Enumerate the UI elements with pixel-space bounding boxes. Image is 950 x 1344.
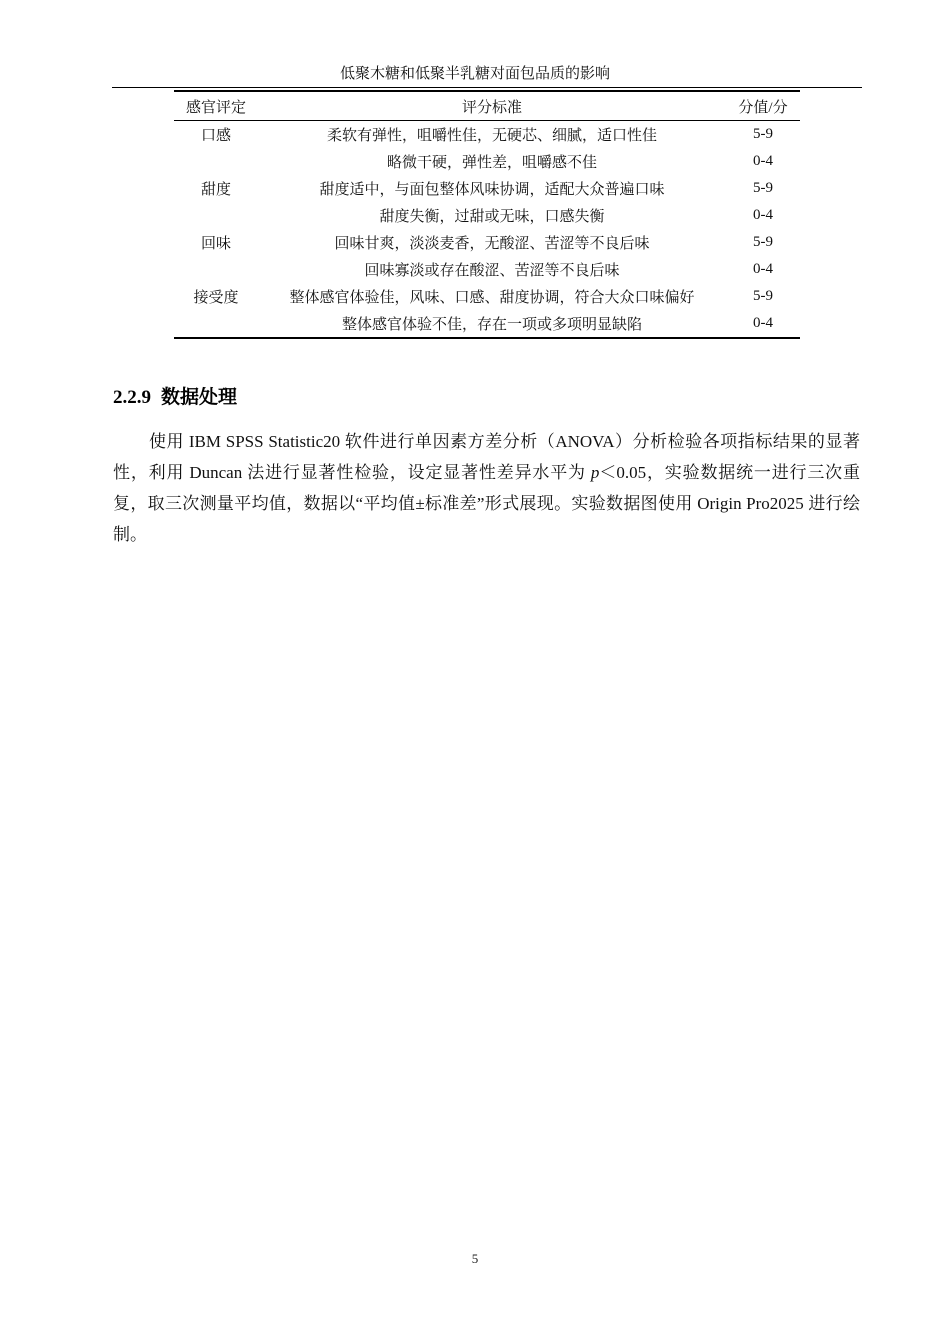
standard-cell: 整体感官体验不佳，存在一项或多项明显缺陷 — [341, 317, 642, 333]
section-heading — [113, 383, 237, 412]
score-cell: 5-9 — [753, 288, 773, 304]
column-header-score: 分值/分 — [738, 99, 788, 116]
score-cell: 0-4 — [753, 315, 773, 331]
aspect-cell: 甜度 — [200, 182, 231, 198]
p-value-symbol: p — [590, 463, 600, 482]
aspect-cell — [174, 256, 258, 283]
score-cell: 5-9 — [753, 234, 773, 250]
section-title: 数据处理 — [161, 386, 238, 408]
aspect-cell — [174, 148, 258, 175]
aspect-cell: 接受度 — [193, 290, 239, 306]
score-cell: 0-4 — [753, 207, 773, 223]
running-header: 低聚木糖和低聚半乳糖对面包品质的影响 — [339, 66, 610, 82]
standard-cell: 甜度适中，与面包整体风味协调，适配大众普遍口味 — [319, 182, 665, 198]
sensory-criteria-table — [174, 90, 800, 339]
table-row — [174, 148, 800, 175]
score-cell: 5-9 — [753, 126, 773, 142]
section-number: 2.2.9 — [113, 387, 151, 408]
standard-cell: 略微干硬，弹性差，咀嚼感不佳 — [386, 155, 597, 171]
page-number: 5 — [471, 1251, 479, 1266]
table-row — [174, 229, 800, 256]
standard-cell: 整体感官体验佳，风味、口感、甜度协调，符合大众口味偏好 — [289, 290, 695, 306]
table-row — [174, 175, 800, 202]
table-row — [174, 202, 800, 229]
score-cell: 0-4 — [753, 261, 773, 277]
table-row — [174, 283, 800, 310]
table-row — [174, 310, 800, 338]
score-cell: 0-4 — [753, 153, 773, 169]
body-paragraph — [113, 426, 860, 550]
aspect-cell — [174, 310, 258, 338]
paragraph-text-part1: 使用 IBM SPSS Statistic20 软件进行单因素方差分析（ANOVA）分析检验各项指标结果的显著性，利用 Duncan 法进行显著性检验，设定显著性差异水平为 — [113, 432, 860, 482]
aspect-cell: 回味 — [200, 236, 231, 252]
standard-cell: 柔软有弹性，咀嚼性佳，无硬芯、细腻，适口性佳 — [326, 128, 657, 144]
table-row — [174, 256, 800, 283]
standard-cell: 回味寡淡或存在酸涩、苦涩等不良后味 — [364, 263, 620, 279]
column-header-standard: 评分标准 — [461, 99, 522, 116]
header-rule — [112, 87, 862, 88]
standard-cell: 甜度失衡，过甜或无味，口感失衡 — [379, 209, 605, 225]
aspect-cell: 口感 — [200, 128, 231, 144]
standard-cell: 回味甘爽，淡淡麦香，无酸涩、苦涩等不良后味 — [334, 236, 650, 252]
aspect-cell — [174, 202, 258, 229]
score-cell: 5-9 — [753, 180, 773, 196]
paragraph-text-part2: ＜0.05，实验数据统一进行三次重复，取三次测量平均值，数据以“平均值±标准差”形式展现。实验数据图使用 Origin Pro2025 进行绘制。 — [113, 463, 861, 544]
table-header-row — [174, 91, 800, 121]
table-row — [174, 121, 800, 149]
column-header-aspect: 感官评定 — [185, 99, 246, 116]
